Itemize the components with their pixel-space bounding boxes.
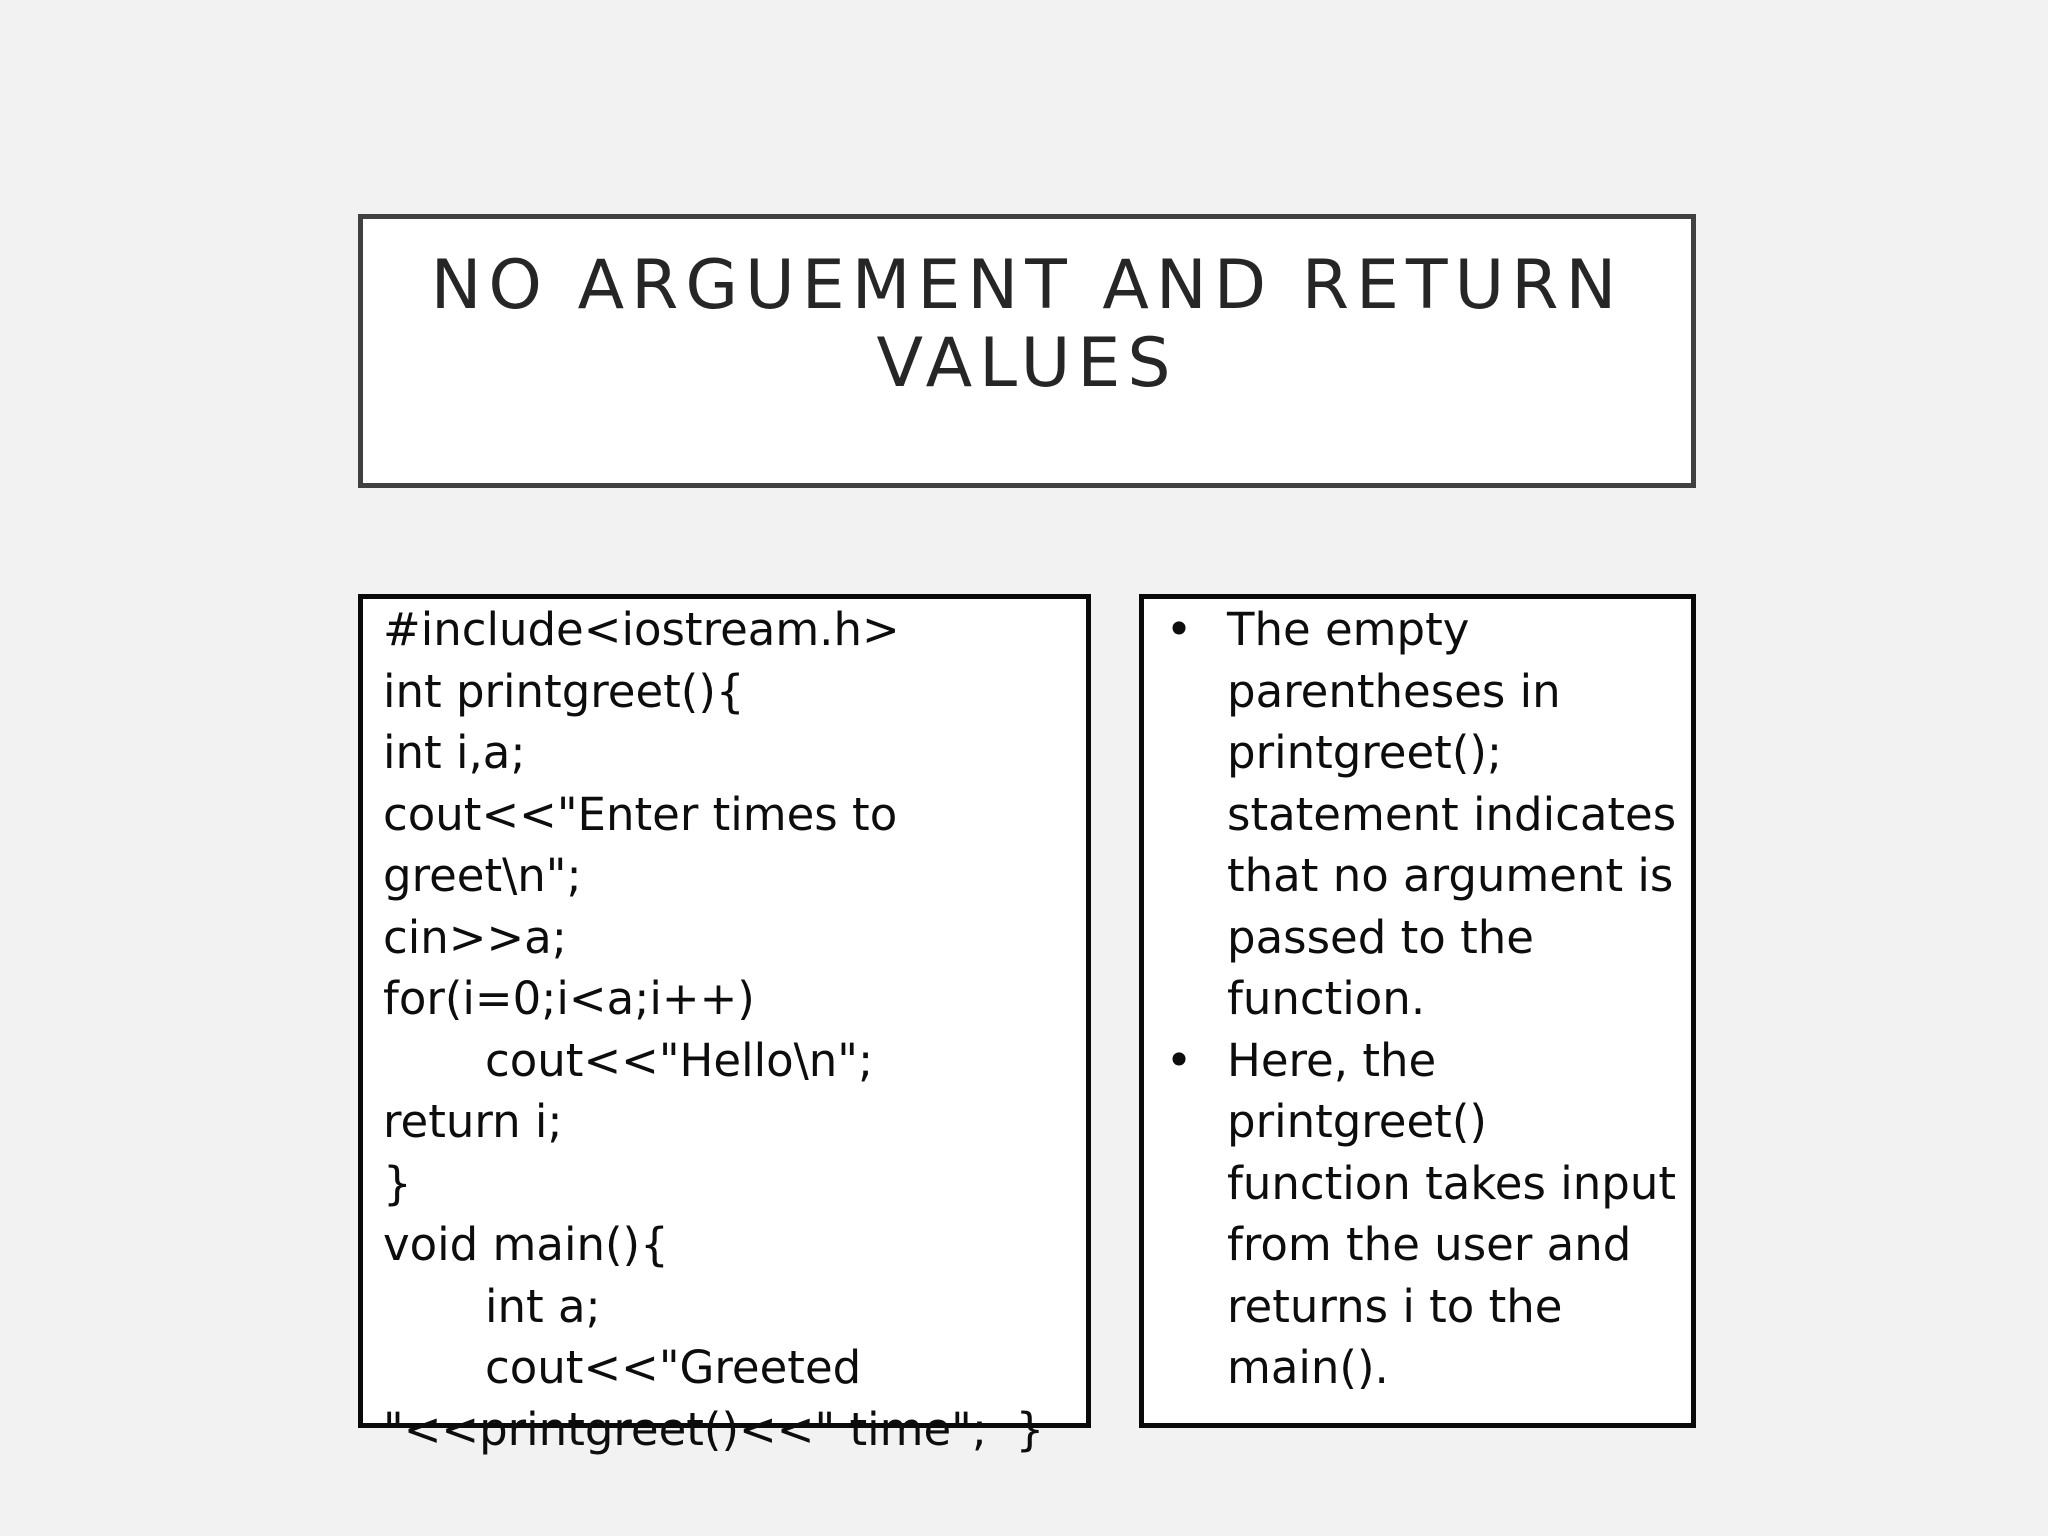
code-line: int a;: [485, 1279, 601, 1333]
slide-title-line-2: VALUES: [876, 324, 1178, 403]
code-line: cout<<"Hello\n";: [485, 1033, 874, 1087]
explanation-box: [1139, 594, 1696, 1428]
code-line: "<<printgreet()<<" time"; }: [383, 1402, 1045, 1456]
bullet-text: Here, the printgreet() function takes input from the user and returns i to the main().: [1227, 1033, 1676, 1394]
title-box: [358, 214, 1696, 488]
bullet-list: [1144, 599, 1691, 1399]
bullet-item: [1144, 1030, 1691, 1399]
code-line: for(i=0;i<a;i++): [383, 972, 755, 1025]
code-box: [358, 594, 1091, 1456]
slide-title: [431, 247, 1624, 403]
code-line: int i,a;: [383, 726, 526, 779]
code-line: void main(){: [383, 1218, 669, 1271]
code-listing: [383, 599, 1044, 1460]
code-line: greet\n";: [383, 849, 582, 902]
code-line: cin>>a;: [383, 910, 567, 964]
code-line: return i;: [383, 1095, 563, 1148]
bullet-text: The empty parentheses in printgreet(); statement indicates that no argument is passed to the function.: [1227, 603, 1677, 1025]
bullet-dot-icon: •: [1165, 603, 1193, 656]
slide-title-line-1: NO ARGUEMENT AND RETURN: [430, 246, 1624, 325]
code-line: }: [383, 1156, 412, 1210]
code-line: #include<iostream.h>: [383, 603, 900, 656]
code-line: cout<<"Enter times to: [383, 787, 898, 841]
code-line: cout<<"Greeted: [485, 1341, 862, 1394]
bullet-item: [1144, 599, 1691, 1030]
code-line: int printgreet(){: [383, 664, 745, 718]
bullet-dot-icon: •: [1165, 1033, 1193, 1087]
